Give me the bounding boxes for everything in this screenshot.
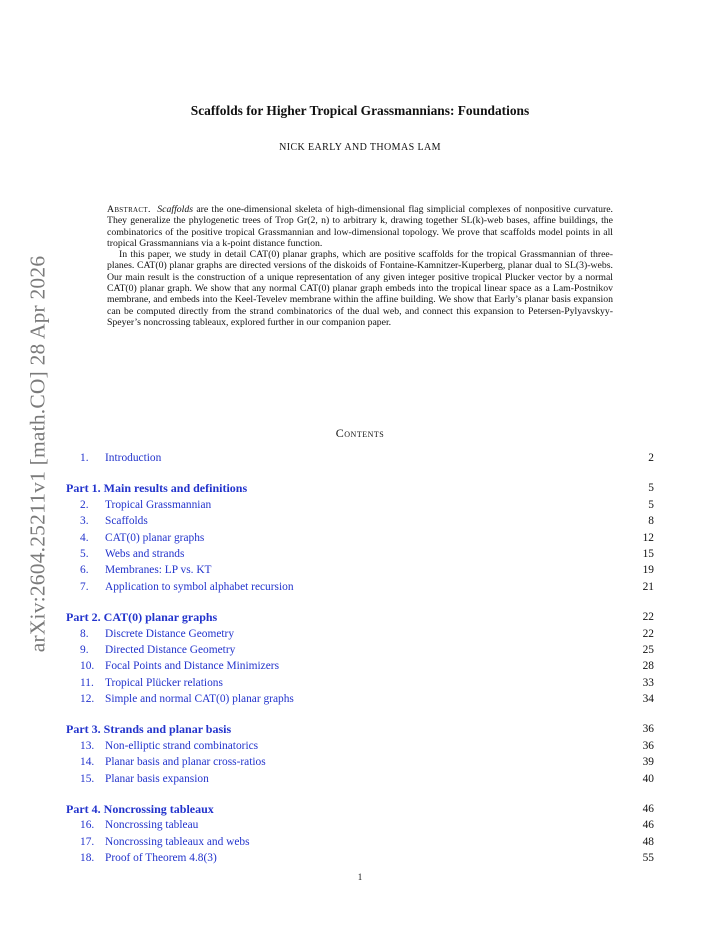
toc-part-4[interactable]: [66, 801, 654, 817]
toc-entry-link[interactable]: Application to symbol alphabet recursion: [105, 580, 294, 593]
toc-part-1[interactable]: [66, 480, 654, 496]
toc-entry-page: 5: [648, 498, 654, 511]
toc-entry-page: 40: [642, 772, 654, 785]
toc-part-link[interactable]: Part 2. CAT(0) planar graphs: [66, 610, 218, 625]
toc-entry-page: 21: [642, 580, 654, 593]
toc-entry-number: 2.: [80, 498, 89, 511]
toc-entry-number: 3.: [80, 515, 89, 528]
toc-part-link[interactable]: Part 3. Strands and planar basis: [66, 722, 232, 737]
abstract-paragraph-2: In this paper, we study in detail CAT(0) planar graphs, which are positive scaffolds for the tropical Grassmannian of three-planes. CAT(0) planar graphs are directed versions of the diskoids of Fontaine-Kamnitzer-Kuperberg, planar dual to SL(3)-webs. Our main result is the construction of a unique representation of any given integer positive tropical Plucker vector by a normal CAT(0) planar graph. We show that any normal CAT(0) planar graph embeds into the tropical linear space as a Lam-Postnikov membrane, and embeds into the Keel-Tevelev membrane within the affine building. We show that Early’s planar basis expansion can be computed directly from the strand combinatorics of the dual web, and connect this expansion to Petersen-Pylyavskyy-Speyer’s noncrossing tableaux, explored further in our companion paper.: [107, 249, 613, 328]
toc-entry-number: 7.: [80, 580, 89, 593]
toc-entry[interactable]: [66, 850, 654, 866]
toc-entry-page: 2: [648, 452, 654, 464]
toc-entry-page: 28: [642, 660, 654, 673]
toc-part-3[interactable]: [66, 721, 654, 737]
paper-authors: NICK EARLY AND THOMAS LAM: [279, 142, 441, 153]
toc-part-page: 36: [642, 723, 654, 736]
abstract-paragraph-1: [107, 204, 613, 249]
toc-entry-page: 15: [642, 547, 654, 560]
toc-entry-page: 8: [648, 515, 654, 528]
toc-entry-number: 8.: [80, 627, 89, 640]
toc-entry-link[interactable]: Discrete Distance Geometry: [105, 627, 235, 640]
toc-part-page: 22: [642, 611, 654, 624]
toc-entry-link[interactable]: Tropical Plücker relations: [105, 676, 223, 689]
toc-entry-number: 15.: [80, 772, 95, 785]
toc-entry-page: 39: [642, 756, 654, 769]
toc-entry-page: 22: [642, 627, 654, 640]
toc-entry[interactable]: [66, 626, 654, 642]
toc-entry-link[interactable]: Focal Points and Distance Minimizers: [105, 660, 279, 673]
toc-entry-link[interactable]: Directed Distance Geometry: [105, 643, 236, 656]
toc-entry-page: 19: [642, 564, 654, 577]
toc-entry-number: 13.: [80, 739, 95, 752]
toc-entry-number: 12.: [80, 693, 95, 706]
toc-entry[interactable]: [66, 530, 654, 546]
toc-entry-number: 16.: [80, 819, 95, 832]
toc-entry-number: 9.: [80, 643, 89, 656]
page-number: 1: [357, 872, 363, 882]
paper-title: Scaffolds for Higher Tropical Grassmannians: Foundations: [190, 103, 530, 118]
toc-entry-page: 55: [642, 852, 654, 865]
toc-entry-link[interactable]: Proof of Theorem 4.8(3): [105, 852, 217, 865]
toc-part-2[interactable]: [66, 609, 654, 625]
toc-entry-page: 36: [642, 739, 654, 752]
toc-entry[interactable]: [66, 497, 654, 513]
toc-entry[interactable]: [66, 834, 654, 850]
toc-entry-link[interactable]: Tropical Grassmannian: [105, 498, 212, 511]
toc-entry-number: 6.: [80, 564, 89, 577]
toc-entry[interactable]: [66, 771, 654, 787]
toc-entry[interactable]: [66, 579, 654, 595]
toc-entry-number: 17.: [80, 835, 95, 848]
contents-heading: Contents: [335, 426, 385, 440]
toc-entry-link[interactable]: Noncrossing tableaux and webs: [105, 835, 250, 848]
toc-entry-page: 48: [642, 835, 654, 848]
toc-entry-page: 34: [642, 693, 654, 706]
toc-part-link[interactable]: Part 4. Noncrossing tableaux: [66, 802, 214, 817]
toc-entry[interactable]: [66, 562, 654, 578]
toc-entry-number: 11.: [80, 676, 94, 689]
abstract-keyword: Scaffolds: [157, 204, 194, 215]
toc-entry-link[interactable]: Webs and strands: [105, 547, 185, 560]
toc-entry-link[interactable]: Simple and normal CAT(0) planar graphs: [105, 693, 294, 706]
abstract-label: Abstract.: [107, 204, 151, 215]
toc-entry-number: 10.: [80, 660, 95, 673]
toc-entry-number: 4.: [80, 531, 89, 544]
toc-part-link[interactable]: Part 1. Main results and definitions: [66, 481, 248, 496]
toc-entry-link[interactable]: Planar basis expansion: [105, 772, 209, 785]
toc-entry-link[interactable]: Noncrossing tableau: [105, 819, 199, 832]
toc-entry-link[interactable]: Planar basis and planar cross-ratios: [105, 756, 266, 769]
abstract-text-1: are the one-dimensional skeleta of high-dimensional flag simplicial complexes of nonpositive curvature. They generalize the phylogenetic trees of Trop Gr(2, n) to arbitrary k, drawing together SL(k)-web bases, affine buildings, the combinatorics of the positive tropical Grassmannian and low-dimensional topology. We prove that scaffolds model points in all tropical Grassmannians via a k-point distance function.: [107, 204, 613, 249]
toc-entry-link[interactable]: Introduction: [105, 452, 162, 464]
toc-entry[interactable]: [66, 738, 654, 754]
toc-entry-number: 5.: [80, 547, 89, 560]
toc-entry-link[interactable]: Membranes: LP vs. KT: [105, 564, 212, 577]
toc-part-page: 46: [642, 803, 654, 816]
toc-entry-page: 25: [642, 643, 654, 656]
toc-entry-link[interactable]: Non-elliptic strand combinatorics: [105, 739, 259, 752]
table-of-contents: [66, 450, 654, 867]
toc-entry-link[interactable]: CAT(0) planar graphs: [105, 531, 205, 544]
toc-entry[interactable]: [66, 658, 654, 674]
toc-entry[interactable]: [66, 642, 654, 658]
toc-entry-page: 12: [642, 531, 654, 544]
toc-entry-number: 1.: [80, 452, 89, 464]
toc-entry[interactable]: [66, 675, 654, 691]
toc-entry[interactable]: [66, 754, 654, 770]
abstract: [107, 204, 613, 328]
toc-entry-page: 33: [642, 676, 654, 689]
arxiv-identifier-stamp: [20, 244, 56, 664]
toc-entry[interactable]: [66, 691, 654, 707]
toc-entry[interactable]: [66, 817, 654, 833]
toc-entry[interactable]: [66, 546, 654, 562]
toc-part-page: 5: [648, 482, 654, 495]
toc-entry-page: 46: [642, 819, 654, 832]
toc-entry-link[interactable]: Scaffolds: [105, 515, 148, 528]
toc-entry-introduction[interactable]: [66, 450, 654, 466]
toc-entry-number: 14.: [80, 756, 95, 769]
toc-entry-number: 18.: [80, 852, 95, 865]
toc-entry[interactable]: [66, 513, 654, 529]
arxiv-identifier-text: arXiv:2604.25211v1 [math.CO] 28 Apr 2026: [25, 255, 50, 653]
